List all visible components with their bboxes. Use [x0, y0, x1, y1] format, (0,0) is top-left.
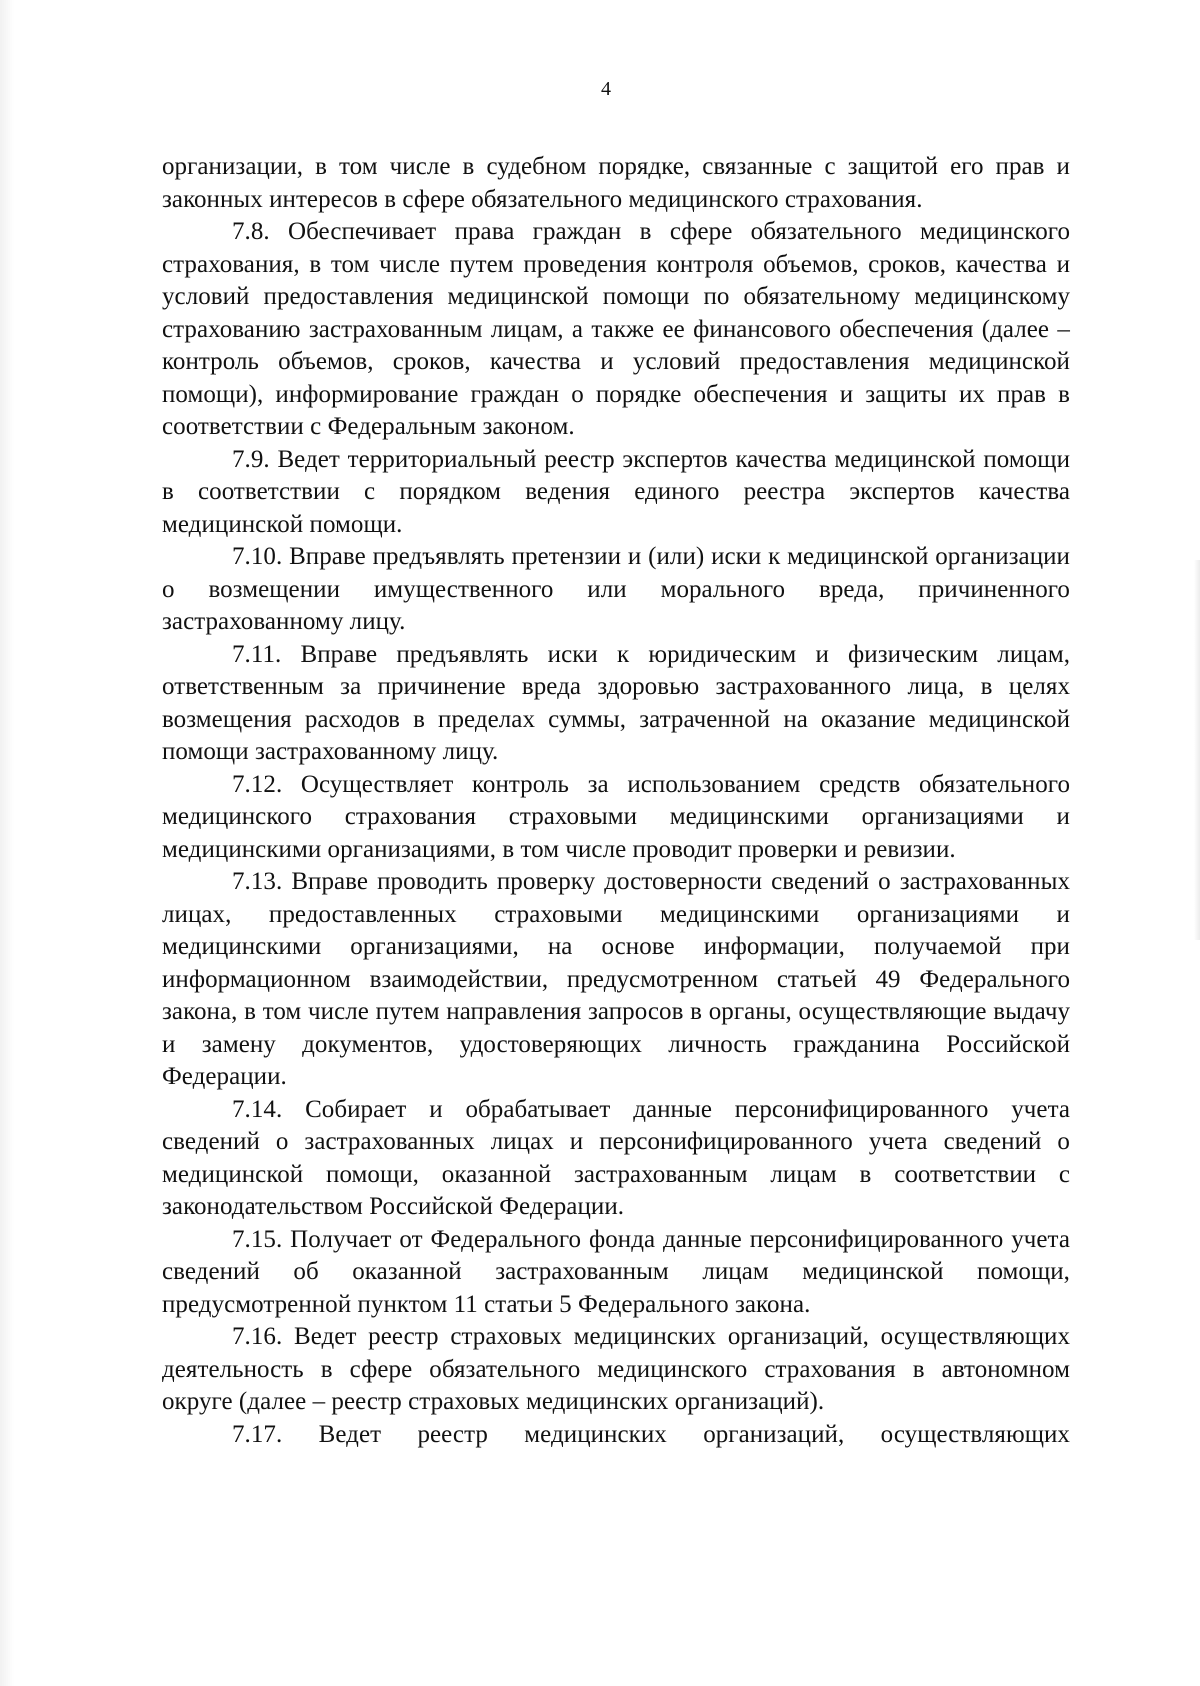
paragraph-7-16: 7.16. Ведет реестр страховых медицинских организаций, осуществляющих деятельность в сфере обязательного медицинского страхования в автономном округе (далее – реестр страховых медицинских организаций).	[162, 1323, 1070, 1415]
document-body	[162, 151, 1070, 1451]
paragraph-7-8: 7.8. Обеспечивает права граждан в сфере обязательного медицинского страхования, в том числе путем проведения контроля объемов, сроков, качества и условий предоставления медицинской помощи по обязательному медицинскому страхованию застрахованным лицам, а также ее финансового обеспечения (далее – контроль объемов, сроков, качества и условий предоставления медицинской помощи), информирование граждан о порядке обеспечения и защиты их прав в соответствии с Федеральным законом.	[162, 218, 1070, 440]
paragraph-7-9: 7.9. Ведет территориальный реестр экспертов качества медицинской помощи в соответствии с порядком ведения единого реестра экспертов качества медицинской помощи.	[162, 445, 1070, 538]
paragraph-7-10: 7.10. Вправе предъявлять претензии и (или) иски к медицинской организации о возмещении имущественного или морального вреда, причиненного застрахованному лицу.	[162, 543, 1070, 635]
paragraph-7-17: 7.17. Ведет реестр медицинских организаций, осуществляющих	[232, 1420, 1070, 1448]
scan-edge-right	[1194, 560, 1200, 940]
paragraph-7-13: 7.13. Вправе проводить проверку достоверности сведений о застрахованных лицах, предоставленных страховыми медицинскими организациями и медицинскими организациями, на основе информации, получаемой при информационном взаимодействии, предусмотренном статьей 49 Федерального закона, в том числе путем направления запросов в органы, осуществляющие выдачу и замену документов, удостоверяющих личность гражданина Российской Федерации.	[162, 868, 1070, 1090]
paragraph-7-12: 7.12. Осуществляет контроль за использованием средств обязательного медицинского страхования страховыми медицинскими организациями и медицинскими организациями, в том числе проводит проверки и ревизии.	[162, 770, 1070, 863]
scan-edge-left	[0, 0, 14, 1686]
paragraph-7-11: 7.11. Вправе предъявлять иски к юридическим и физическим лицам, ответственным за причинение вреда здоровью застрахованного лица, в целях возмещения расходов в пределах суммы, затраченной на оказание медицинской помощи застрахованному лицу.	[162, 640, 1070, 765]
paragraph-7-15: 7.15. Получает от Федерального фонда данные персонифицированного учета сведений об оказанной застрахованным лицам медицинской помощи, предусмотренной пунктом 11 статьи 5 Федерального закона.	[162, 1225, 1070, 1318]
paragraph-7-14: 7.14. Собирает и обрабатывает данные персонифицированного учета сведений о застрахованных лицах и персонифицированного учета сведений о медицинской помощи, оказанной застрахованным лицам в соответствии с законодательством Российской Федерации.	[162, 1095, 1070, 1220]
paragraph-continuation: организации, в том числе в судебном порядке, связанные с защитой его прав и законных интересов в сфере обязательного медицинского страхования.	[162, 153, 1070, 213]
page-number: 4	[601, 78, 611, 100]
